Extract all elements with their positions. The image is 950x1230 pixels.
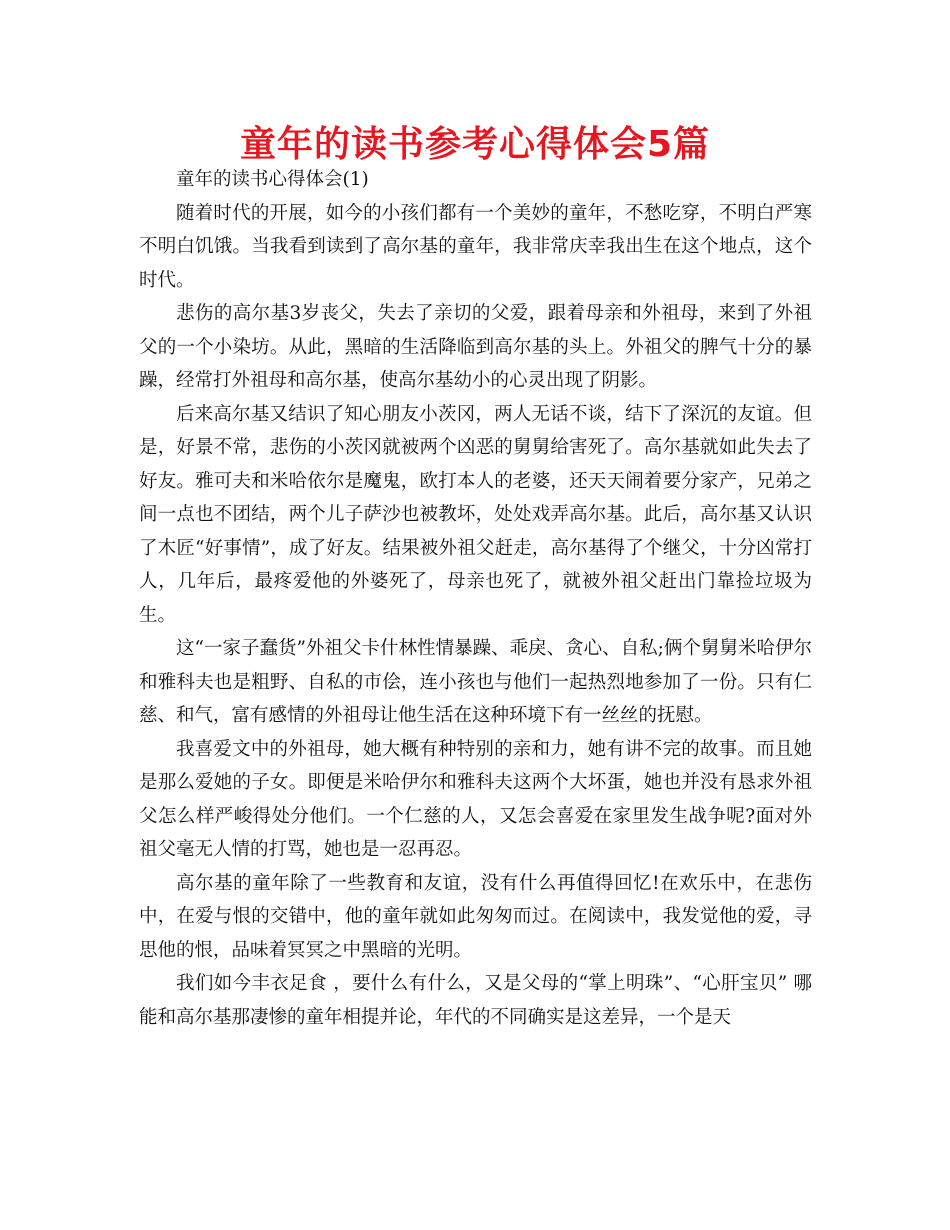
paragraph: 随着时代的开展，如今的小孩们都有一个美妙的童年，不愁吃穿，不明白严寒不明白饥饿。当我看到读到了高尔基的童年，我非常庆幸我出生在这个地点，这个时代。	[139, 202, 812, 291]
document-body	[139, 163, 812, 1034]
paragraph: 后来高尔基又结识了知心朋友小茨冈，两人无话不谈，结下了深沉的友谊。但是，好景不常，悲伤的小茨冈就被两个凶恶的舅舅给害死了。高尔基就如此失去了好友。雅可夫和米哈依尔是魔鬼，欧打本人的老婆，还天天闹着要分家产，兄弟之间一点也不团结，两个儿子萨沙也被教坏，处处戏弄高尔基。此后，高尔基又认识了木匠“好事情”，成了好友。结果被外祖父赶走，高尔基得了个继父，十分凶常打人，几年后，最疼爱他的外婆死了，母亲也死了，就被外祖父赶出门靠捡垃圾为生。	[139, 403, 812, 626]
section-heading: 童年的读书心得体会(1)	[176, 169, 369, 190]
document-title: 童年的读书参考心得体会5篇	[239, 124, 711, 165]
paragraph: 我们如今丰衣足食 ，要什么有什么，又是父母的“掌上明珠”、“心肝宝贝” 哪能和高尔基那凄惨的童年相提并论，年代的不同确实是这差异，一个是天	[139, 973, 812, 1028]
paragraph: 我喜爱文中的外祖母，她大概有种特别的亲和力，她有讲不完的故事。而且她是那么爱她的子女。即便是米哈伊尔和雅科夫这两个大坏蛋，她也并没有恳求外祖父怎么样严峻得处分他们。一个仁慈的人，又怎会喜爱在家里发生战争呢?面对外祖父毫无人情的打骂，她也是一忍再忍。	[139, 738, 812, 860]
paragraph: 这“一家子蠢货”外祖父卡什林性情暴躁、乖戾、贪心、自私;俩个舅舅米哈伊尔和雅科夫也是粗野、自私的市侩，连小孩也与他们一起热烈地参加了一份。只有仁慈、和气，富有感情的外祖母让他生活在这种环境下有一丝丝的抚慰。	[139, 638, 812, 726]
paragraph: 高尔基的童年除了一些教育和友谊，没有什么再值得回忆!在欢乐中，在悲伤中，在爱与恨的交错中，他的童年就如此匆匆而过。在阅读中，我发觉他的爱，寻思他的恨，品味着冥冥之中黑暗的光明。	[139, 872, 812, 961]
paragraph: 悲伤的高尔基3岁丧父，失去了亲切的父爱，跟着母亲和外祖母，来到了外祖父的一个小染坊。从此，黑暗的生活降临到高尔基的头上。外祖父的脾气十分的暴躁，经常打外祖母和高尔基，使高尔基幼小的心灵出现了阴影。	[139, 303, 812, 391]
